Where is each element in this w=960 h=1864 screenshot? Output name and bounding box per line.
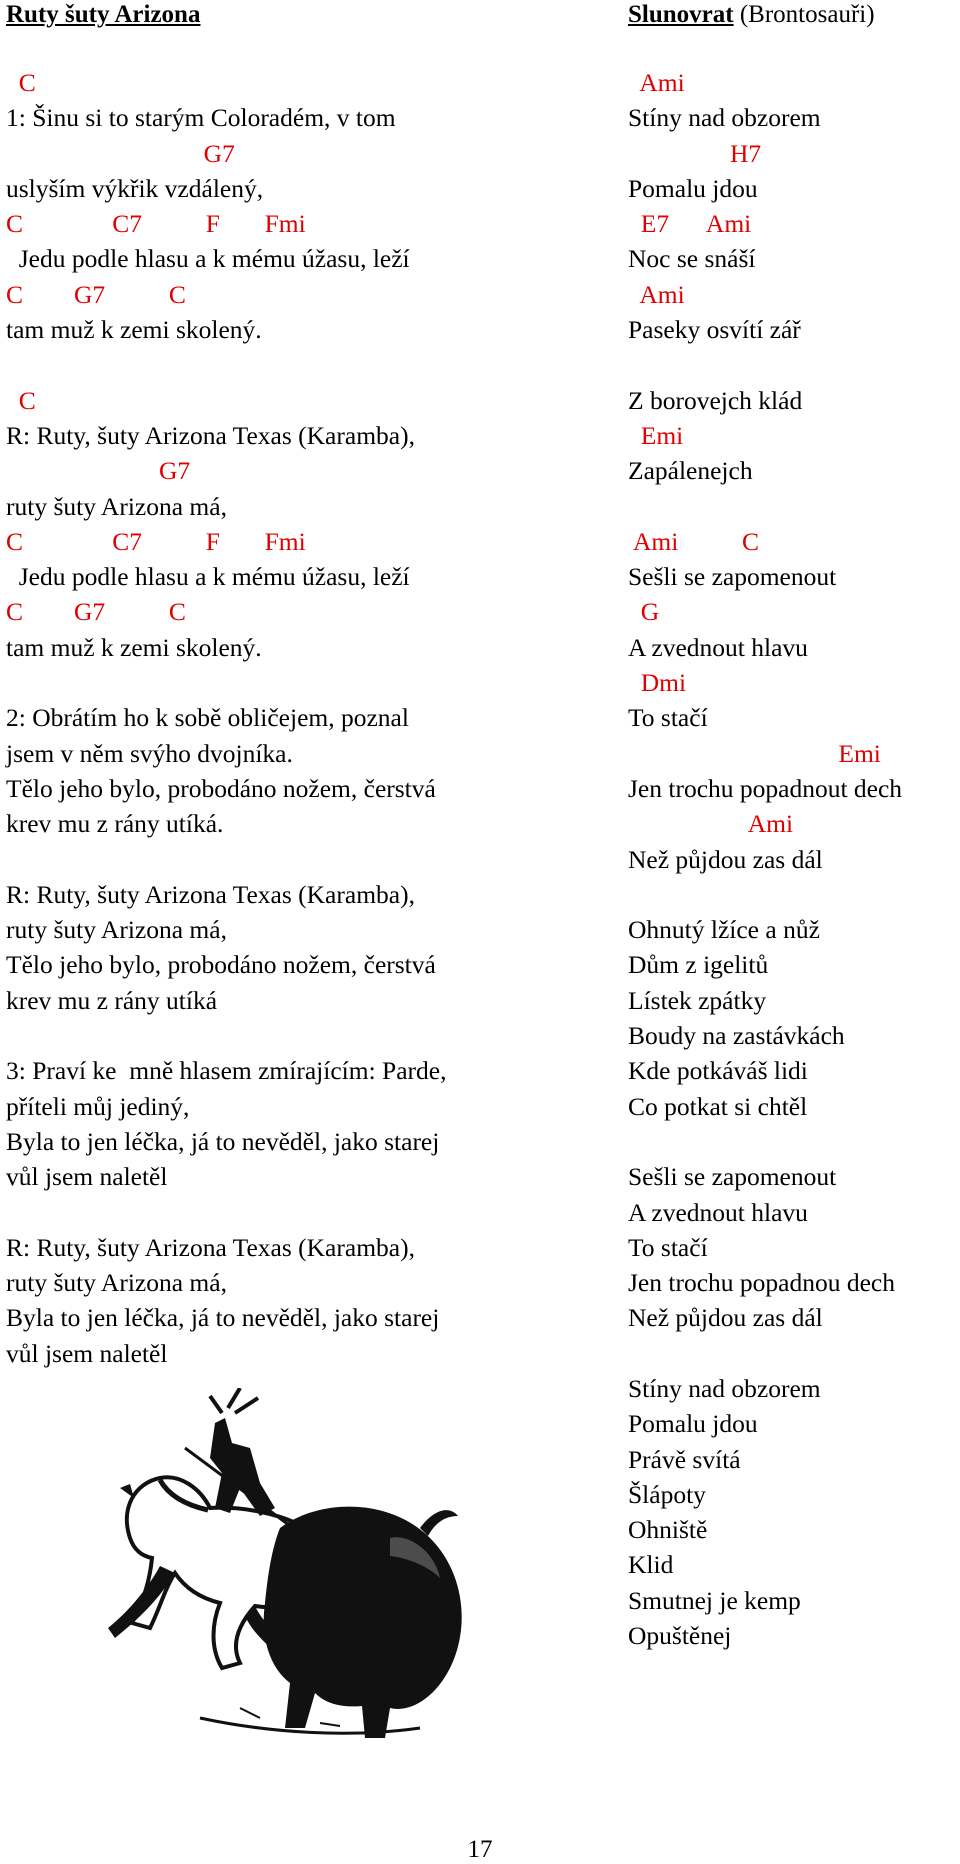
lyric-line: vůl jsem naletěl	[6, 1162, 168, 1192]
lyric-line: Ohniště	[628, 1515, 708, 1545]
blank-line	[628, 877, 958, 912]
chord-line: Ami	[628, 809, 794, 839]
lyric-line: Než půjdou zas dál	[628, 1303, 823, 1333]
lyric-line: Byla to jen léčka, já to nevěděl, jako starej	[6, 1303, 440, 1333]
right-song-subtitle: (Brontosauři)	[733, 1, 875, 28]
blank-line	[6, 665, 596, 700]
song-title	[6, 0, 596, 30]
blank-line	[6, 842, 596, 877]
lyric-line: krev mu z rány utíká.	[6, 809, 224, 839]
lyric-line: Sešli se zapomenout	[628, 1162, 837, 1192]
chord-line: C G7 C	[6, 279, 186, 309]
chord-line: C	[6, 68, 36, 97]
page-number: 17	[467, 1836, 493, 1863]
lyric-line: 3: Praví ke mně hlasem zmírajícím: Parde,	[6, 1056, 447, 1086]
lyric-line: Tělo jeho bylo, probodáno nožem, čerstvá	[6, 773, 436, 803]
blank-line	[628, 489, 958, 524]
lyric-line: R: Ruty, šuty Arizona Texas (Karamba),	[6, 1232, 415, 1262]
lyric-line: R: Ruty, šuty Arizona Texas (Karamba),	[6, 420, 415, 450]
lyric-line: Tělo jeho bylo, probodáno nožem, čerstvá	[6, 950, 436, 980]
lyric-line: Jen trochu popadnou dech	[628, 1268, 895, 1298]
lyric-line: ruty šuty Arizona má,	[6, 1268, 227, 1298]
lyric-line: Stíny nad obzorem	[628, 103, 821, 133]
lyric-line: uslyším výkřik vzdálený,	[6, 173, 264, 203]
rider-buffalo-illustration	[90, 1388, 490, 1748]
chord-line: Emi	[628, 738, 881, 768]
lyric-line: Ohnutý lžíce a nůž	[628, 915, 820, 945]
lyric-line: vůl jsem naletěl	[6, 1338, 168, 1368]
chord-line: E7 Ami	[628, 209, 752, 239]
chord-line: Ami	[628, 279, 685, 309]
lyric-line: Než půjdou zas dál	[628, 844, 823, 874]
lyric-line: Paseky osvítí zář	[628, 315, 801, 345]
chord-line: C	[6, 385, 36, 415]
lyric-line: Pomalu jdou	[628, 173, 758, 203]
lyric-line: ruty šuty Arizona má,	[6, 915, 227, 945]
chord-line: Emi	[628, 420, 684, 450]
lyric-line: To stačí	[628, 703, 708, 733]
blank-line	[6, 1018, 596, 1053]
lyric-line: Pomalu jdou	[628, 1409, 758, 1439]
right-song-title: Slunovrat	[628, 1, 734, 28]
lyric-line: Kde potkáváš lidi	[628, 1056, 808, 1086]
lyric-line: Lístek zpátky	[628, 985, 767, 1015]
lyric-line: Zapálenejch	[628, 456, 753, 486]
chord-line: Dmi	[628, 668, 687, 698]
lyric-line: Boudy na zastávkách	[628, 1021, 845, 1051]
lyric-line: Klid	[628, 1550, 674, 1580]
song-title	[628, 0, 958, 30]
lyric-line: Noc se snáší	[628, 244, 756, 274]
left-song-lyrics	[6, 65, 596, 1371]
lyric-line: 2: Obrátím ho k sobě obličejem, poznal	[6, 703, 409, 733]
lyric-line: Co potkat si chtěl	[628, 1091, 808, 1121]
right-song	[628, 0, 958, 1653]
chord-line: Ami C	[628, 526, 760, 556]
lyric-line: A zvednout hlavu	[628, 1197, 808, 1227]
lyric-line: Z borovejch klád	[628, 385, 803, 415]
chord-line: G	[628, 597, 660, 627]
right-song-lyrics	[628, 65, 958, 1653]
left-song	[6, 0, 596, 1371]
chord-line: Ami	[628, 68, 685, 97]
chord-line: C C7 F Fmi	[6, 526, 306, 556]
chord-line: C G7 C	[6, 597, 186, 627]
lyric-line: R: Ruty, šuty Arizona Texas (Karamba),	[6, 879, 415, 909]
lyric-line: jsem v něm svýho dvojníka.	[6, 738, 293, 768]
lyric-line: Jen trochu popadnout dech	[628, 773, 903, 803]
lyric-line: Šlápoty	[628, 1479, 706, 1509]
lyric-line: příteli můj jediný,	[6, 1091, 190, 1121]
lyric-line: tam muž k zemi skolený.	[6, 632, 262, 662]
lyric-line: Právě svítá	[628, 1444, 741, 1474]
lyric-line: Dům z igelitů	[628, 950, 769, 980]
lyric-line: krev mu z rány utíká	[6, 985, 218, 1015]
chord-line: H7	[628, 138, 762, 168]
lyric-line: ruty šuty Arizona má,	[6, 491, 227, 521]
lyric-line: tam muž k zemi skolený.	[6, 315, 262, 345]
lyric-line: Jedu podle hlasu a k mému úžasu, leží	[6, 244, 410, 274]
left-song-title: Ruty šuty Arizona	[6, 1, 201, 28]
blank-line	[628, 347, 958, 382]
lyric-line: Stíny nad obzorem	[628, 1373, 821, 1403]
chord-line: C C7 F Fmi	[6, 209, 306, 239]
lyric-line: Smutnej je kemp	[628, 1585, 801, 1615]
lyric-line: Byla to jen léčka, já to nevěděl, jako starej	[6, 1126, 440, 1156]
blank-line	[628, 1124, 958, 1159]
blank-line	[6, 347, 596, 382]
chord-line: G7	[6, 138, 235, 168]
lyric-line: To stačí	[628, 1232, 708, 1262]
blank-line	[6, 1195, 596, 1230]
lyric-line: Sešli se zapomenout	[628, 562, 837, 592]
lyric-line: A zvednout hlavu	[628, 632, 808, 662]
chord-line: G7	[6, 456, 191, 486]
lyric-line: Jedu podle hlasu a k mému úžasu, leží	[6, 562, 410, 592]
lyric-line: Opuštěnej	[628, 1621, 732, 1651]
blank-line	[628, 1336, 958, 1371]
lyric-line: 1: Šinu si to starým Coloradém, v tom	[6, 103, 396, 133]
